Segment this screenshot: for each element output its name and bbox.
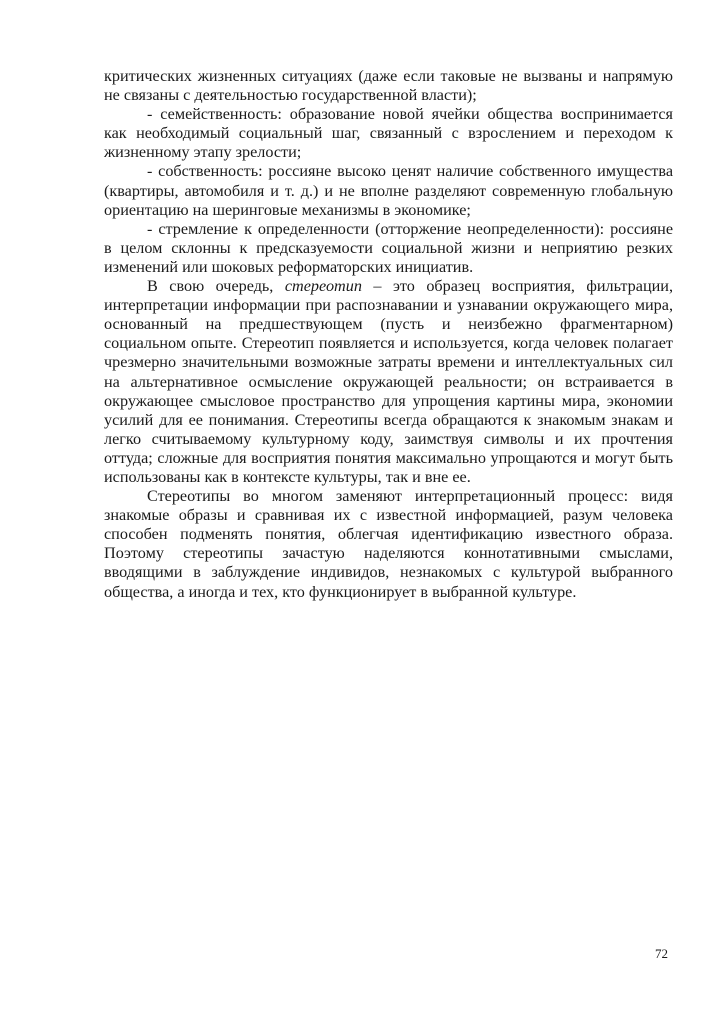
paragraph-stereotype-function: Стереотипы во многом заменяют интерпретационный процесс: видя знакомые образы и сравнивая их с известной информацией, разум человека способен подменять понятия, облегчая идентификацию известного образа. Поэтому стереотипы зачастую наделяются коннотативными смыслами, вводящими в заблуждение индивидов, незнакомых с культурой выбранного общества, а иногда и тех, кто функционирует в выбранной культуре. (104, 487, 673, 601)
paragraph-stereotype-definition: В свою очередь, стереотип – это образец восприятия, фильтрации, интерпретации информации при распознавании и узнавании окружающего мира, основанный на предшествующем (пусть и неизбежно фрагментарном) социальном опыте. Стереотип появляется и используется, когда человек полагает чрезмерно значительными возможные затраты времени и интеллектуальных сил на альтернативное осмысление окружающей реальности; он встраивается в окружающее смысловое пространство для упрощения картины мира, экономии усилий для ее понимания. Стереотипы всегда обращаются к знакомым знакам и легко считываемому культурному коду, заимствуя символы и их прочтения оттуда; сложные для восприятия понятия максимально упрощаются и могут быть использованы как в контексте культуры, так и вне ее. (104, 277, 673, 486)
paragraph-certainty: - стремление к определенности (отторжение неопределенности): россияне в целом склонны к предсказуемости социальной жизни и неприятию резких изменений или шоковых реформаторских инициатив. (104, 219, 673, 276)
body-text (104, 67, 673, 602)
paragraph-family: - семейственность: образование новой ячейки общества воспринимается как необходимый социальный шаг, связанный с взрослением и переходом к жизненному этапу зрелости; (104, 105, 673, 162)
paragraph-property: - собственность: россияне высоко ценят наличие собственного имущества (квартиры, автомобиля и т. д.) и не вполне разделяют современную глобальную ориентацию на шеринговые механизмы в экономике; (104, 162, 673, 219)
term-stereotype: стереотип (284, 277, 362, 296)
page-number: 72 (655, 946, 668, 961)
paragraph-continuation: критических жизненных ситуациях (даже если таковые не вызваны и напрямую не связаны с деятельностью государственной власти); (104, 67, 673, 105)
